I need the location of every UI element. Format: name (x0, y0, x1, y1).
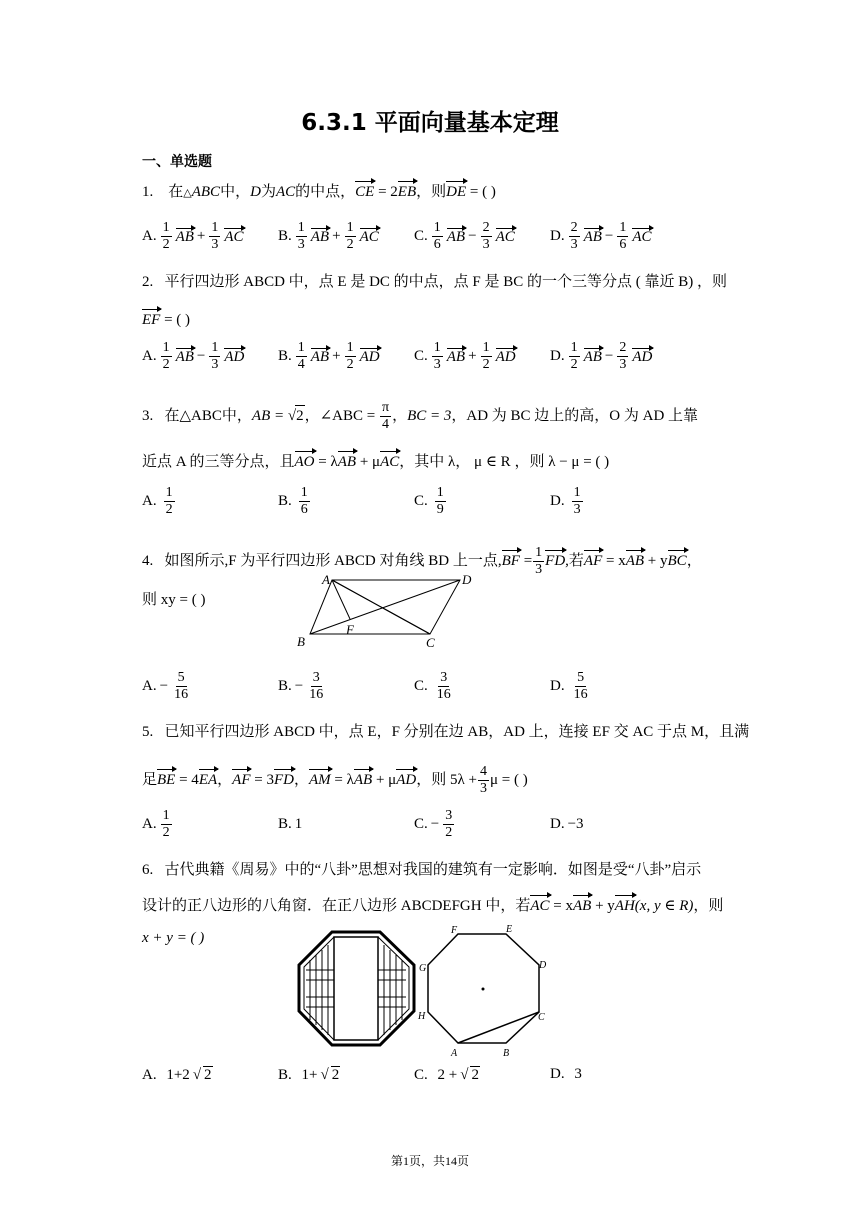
option-a[interactable]: A. $\frac{1}{2}$ (142, 808, 170, 840)
option-c[interactable]: C. $\frac{3}{16}$ (414, 670, 451, 702)
svg-text:D: D (539, 960, 547, 971)
option-d[interactable]: D. $\frac{5}{16}$ (550, 670, 588, 702)
label-c: C (426, 635, 435, 650)
option-a[interactable]: A. $\frac{1}{2}$ (142, 485, 173, 517)
question-5-stem: 5. 已知平行四边形 ABCD 中，点 E，F 分别在边 AB，AD 上，连接 EF 交 AC 于点 M，且满 (142, 724, 750, 740)
option-c[interactable]: C. 2 + √ 2 (414, 1066, 479, 1083)
section-heading: 一、单选题 (142, 154, 212, 170)
option-a[interactable]: A. − $\frac{5}{16}$ (142, 670, 189, 702)
question-6-stem-line2: 设计的正八边形的八角窗．在正八边形 ABCDEFGH 中，若AC = xAB + yAH(x, y ∈ R)，则 (142, 894, 723, 916)
option-c[interactable]: C. − $\frac{3}{2}$ (414, 808, 453, 840)
option-d[interactable]: D. $\frac{2}{3}$ AB − $\frac{1}{6}$ AC (550, 220, 652, 252)
svg-text:C: C (538, 1012, 545, 1023)
option-c[interactable]: C. $\frac{1}{6}$ AB − $\frac{2}{3}$ AC (414, 220, 515, 252)
svg-text:G: G (419, 963, 427, 974)
window-octagon-icon (299, 932, 414, 1045)
label-b: B (297, 634, 305, 649)
svg-text:E: E (506, 925, 513, 935)
label-d: D (462, 572, 472, 587)
question-2-stem: 2. 平行四边形 ABCD 中，点 E 是 DC 的中点，点 F 是 BC 的一个三等分点 ( 靠近 B) ，则 (142, 274, 728, 290)
svg-text:B: B (503, 1048, 510, 1059)
question-6-stem: 6. 古代典籍《周易》中的“八卦”思想对我国的建筑有一定影响．如图是受“八卦”启示 (142, 862, 702, 878)
question-2-stem-line2: EF = ( ) (142, 308, 190, 330)
option-b[interactable]: B. $\frac{1}{4}$ AB + $\frac{1}{2}$ AD (278, 340, 380, 372)
option-a[interactable]: A. 1+2 √ 2 (142, 1066, 212, 1083)
option-b[interactable]: B. 1+ √ 2 (278, 1066, 340, 1083)
option-d[interactable]: D. −3 (550, 816, 584, 832)
page-footer: 第1页，共14页 (390, 1154, 469, 1168)
option-d[interactable]: D. 3 (550, 1066, 582, 1082)
parallelogram-figure (292, 572, 472, 652)
option-b[interactable]: B. $\frac{1}{6}$ (278, 485, 308, 517)
question-4-stem-line2: 则 xy = ( ) (142, 592, 206, 608)
octagon-figures (296, 925, 558, 1060)
question-4-stem: 4. 如图所示,F 为平行四边形 ABCD 对角线 BD 上一点,BF = $\frac{1}{3}$ FD,若AF = xAB + yBC， (142, 545, 702, 577)
option-d[interactable]: D. $\frac{1}{3}$ (550, 485, 581, 517)
option-b[interactable]: B. − $\frac{3}{16}$ (278, 670, 324, 702)
svg-text:H: H (418, 1011, 426, 1022)
option-a[interactable]: A. $\frac{1}{2}$ AB + $\frac{1}{3}$ AC (142, 220, 244, 252)
svg-text:F: F (451, 925, 458, 936)
option-d[interactable]: D. $\frac{1}{2}$ AB − $\frac{2}{3}$ AD (550, 340, 653, 372)
label-f: F (346, 622, 354, 637)
question-1-stem: 1. 在△ABC中，D为AC的中点，CE = 2EB，则DE = ( ) (142, 180, 496, 203)
question-3-stem-line2: 近点 A 的三等分点，且AO = λAB + μAC，其中 λ， μ ∈ R ，则 λ − μ = ( ) (142, 450, 609, 472)
label-a: A (322, 572, 330, 587)
option-c[interactable]: C. $\frac{1}{9}$ (414, 485, 444, 517)
option-b[interactable]: B. $\frac{1}{3}$ AB + $\frac{1}{2}$ AC (278, 220, 379, 252)
question-5-stem-line2: 足BE = 4EA，AF = 3FD，AM = λAB + μAD，则 5λ + $\frac{4}{3}$ μ = ( ) (142, 764, 528, 796)
question-number: 1. (142, 184, 154, 200)
option-a[interactable]: A. $\frac{1}{2}$ AB − $\frac{1}{3}$ AD (142, 340, 245, 372)
question-6-stem-line3: x + y = ( ) (142, 930, 205, 946)
svg-text:A: A (451, 1048, 458, 1059)
option-b[interactable]: B. 1 (278, 816, 303, 832)
option-c[interactable]: C. $\frac{1}{3}$ AB + $\frac{1}{2}$ AD (414, 340, 516, 372)
question-3-stem: 3. 在△ABC中，AB = √2，∠ABC = $\frac{\pi}{4}$ ，BC = 3，AD 为 BC 边上的高，O 为 AD 上靠 (142, 400, 699, 432)
page-title: 6.3.1 平面向量基本定理 (301, 110, 559, 136)
